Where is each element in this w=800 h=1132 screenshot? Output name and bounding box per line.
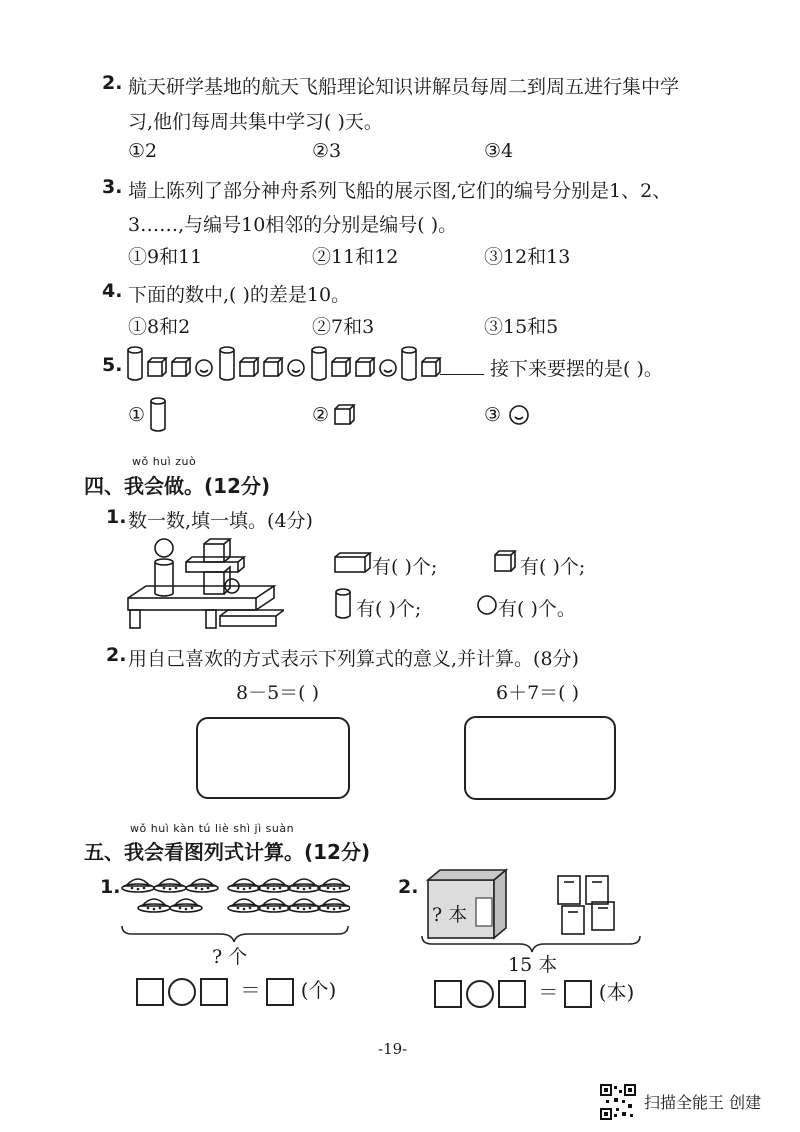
saucer-icon (228, 879, 260, 892)
section4-pinyin: wǒ huì zuò (132, 455, 197, 468)
s4-q1-fill-cube[interactable]: 有( )个; (520, 556, 586, 578)
q2-option-2: ②3 (312, 140, 342, 162)
q5-option-1: ① (128, 404, 146, 426)
sphere-icon (380, 360, 396, 376)
s4-q2-expr1: 8－5＝( ) (236, 682, 320, 704)
answer-box-2[interactable] (464, 716, 616, 800)
s5-q2-equation: ＝ (本) (434, 976, 634, 1008)
q3-option-1: ①9和11 (128, 246, 203, 268)
s4-q1-fill-cylinder[interactable]: 有( )个; (356, 598, 422, 620)
q5-answer-blank[interactable] (440, 374, 484, 375)
cylinder-icon (402, 347, 416, 380)
shape-sequence (126, 344, 456, 384)
q3-text-line2: 3……,与编号10相邻的分别是编号( )。 (128, 214, 458, 236)
s4-q1-fill-sphere[interactable]: 有( )个。 (498, 598, 576, 620)
saucer-icon (228, 899, 260, 912)
cube-icon (264, 358, 282, 376)
q4-text: 下面的数中,( )的差是10。 (128, 284, 351, 306)
saucer-icon (288, 879, 320, 892)
section5-pinyin: wǒ huì kàn tú liè shì jì suàn (130, 822, 295, 835)
q2-number: 2. (102, 72, 123, 94)
cuboid-icon (334, 552, 372, 574)
books-icon (552, 872, 632, 942)
s5-q2-box-label: ? 本 (432, 904, 468, 926)
saucer-icon (138, 899, 170, 912)
s5-q1-unit: (个) (300, 978, 337, 1002)
cylinder-icon (334, 588, 354, 622)
answer-square[interactable] (200, 978, 228, 1006)
answer-square[interactable] (434, 980, 462, 1008)
s5-q2-total: 15 本 (508, 954, 558, 976)
sphere-icon (196, 360, 212, 376)
q2-option-3: ③4 (484, 140, 514, 162)
cylinder-icon (148, 396, 170, 436)
cube-icon (240, 358, 258, 376)
q2-text-line1: 航天研学基地的航天飞船理论知识讲解员每周二到周五进行集中学 (128, 76, 680, 98)
q5-number: 5. (102, 354, 123, 376)
q2-text-line2: 习,他们每周共集中学习( )天。 (128, 111, 383, 133)
saucer-icon (288, 899, 320, 912)
watermark-text: 扫描全能王 创建 (644, 1093, 762, 1112)
q4-option-2: ②7和3 (312, 316, 375, 338)
cylinder-icon (128, 347, 142, 380)
s4-q2-expr2: 6＋7＝( ) (496, 682, 580, 704)
q4-option-3: ③15和5 (484, 316, 559, 338)
cube-icon (422, 358, 440, 376)
s4-q1-fill-cuboid[interactable]: 有( )个; (372, 556, 438, 578)
saucer-icon (318, 899, 350, 912)
q5-text: 接下来要摆的是( )。 (490, 358, 663, 380)
answer-square[interactable] (498, 980, 526, 1008)
operator-circle[interactable] (168, 978, 196, 1006)
saucer-icon (170, 899, 202, 912)
answer-square[interactable] (136, 978, 164, 1006)
cylinder-icon (312, 347, 326, 380)
saucer-icon (258, 879, 290, 892)
s5-q1-number: 1. (100, 876, 121, 898)
s5-q1-equation: ＝ (个) (136, 974, 336, 1006)
q5-option-2: ② (312, 404, 330, 426)
saucer-icon (186, 879, 218, 892)
s4-q1-number: 1. (106, 506, 127, 528)
operator-circle[interactable] (466, 980, 494, 1008)
cube-icon (332, 358, 350, 376)
cylinder-icon (220, 347, 234, 380)
q2-option-1: ①2 (128, 140, 158, 162)
saucer-icon (258, 899, 290, 912)
s4-q2-text: 用自己喜欢的方式表示下列算式的意义,并计算。(8分) (128, 648, 579, 670)
sphere-icon (508, 404, 532, 428)
page-number: -19- (378, 1040, 408, 1058)
q4-number: 4. (102, 280, 123, 302)
s4-q1-text: 数一数,填一填。(4分) (128, 510, 313, 532)
q4-option-1: ①8和2 (128, 316, 191, 338)
saucer-icon (122, 879, 154, 892)
sphere-icon (288, 360, 304, 376)
cube-icon (494, 550, 518, 574)
s5-q2-unit: (本) (598, 980, 635, 1004)
cube-icon (172, 358, 190, 376)
q3-option-3: ③12和13 (484, 246, 571, 268)
q3-option-2: ②11和12 (312, 246, 399, 268)
section5-title: 五、我会看图列式计算。(12分) (84, 840, 371, 864)
sphere-icon (476, 594, 498, 616)
s5-q2-number: 2. (398, 876, 419, 898)
result-square[interactable] (266, 978, 294, 1006)
saucer-icon (154, 879, 186, 892)
q3-text-line1: 墙上陈列了部分神舟系列飞船的展示图,它们的编号分别是1、2、 (128, 180, 672, 202)
answer-box-1[interactable] (196, 717, 350, 799)
qr-code-icon (600, 1084, 636, 1120)
section4-title: 四、我会做。(12分) (84, 474, 271, 498)
q5-option-3: ③ (484, 404, 502, 426)
cube-icon (356, 358, 374, 376)
q3-number: 3. (102, 176, 123, 198)
result-square[interactable] (564, 980, 592, 1008)
s5-q1-question-label: ? 个 (212, 946, 248, 968)
cube-icon (148, 358, 166, 376)
saucer-group-figure (120, 872, 350, 944)
cube-icon (334, 404, 358, 428)
building-blocks-figure (124, 536, 284, 636)
saucer-icon (318, 879, 350, 892)
s4-q2-number: 2. (106, 644, 127, 666)
